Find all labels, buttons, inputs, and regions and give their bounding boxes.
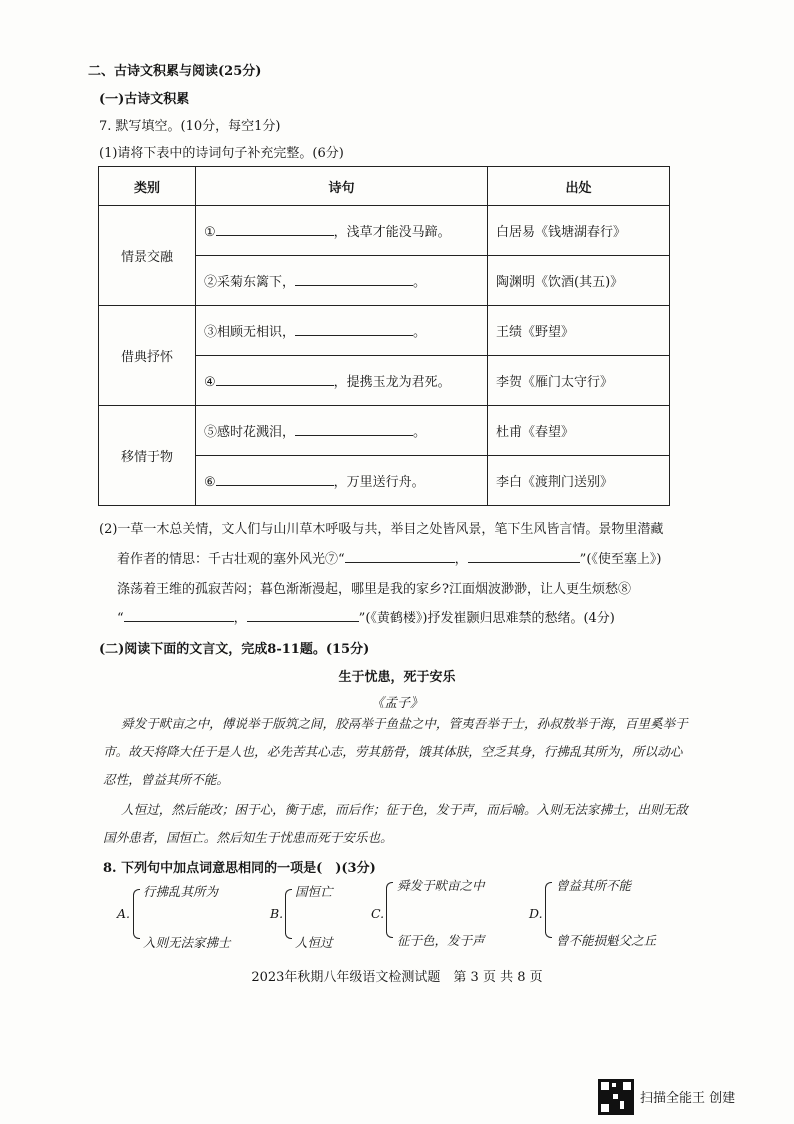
option-a-label[interactable]: A. — [117, 906, 131, 921]
question-8-stem: 8. 下列句中加点词意思相同的一项是( )(3分) — [103, 861, 376, 876]
poem-table — [98, 166, 670, 506]
brace-icon — [133, 889, 140, 939]
passage-paragraph-1: 舜发于畎亩之中，傅说举于版筑之间，胶鬲举于鱼盐之中，管夷吾举于士，孙叔敖举于海，百里奚举于市。故天将降大任于是人也，必先苦其心志，劳其筋骨，饿其体肤，空乏其身，行拂乱其所为，所以动心忍性，曾益其所不能。 — [103, 716, 688, 787]
source-cell: 王绩《野望》 — [488, 306, 670, 356]
header-verse: 诗句 — [196, 167, 488, 206]
answer-blank[interactable] — [295, 423, 413, 436]
option-c-bottom: 征于色，发于声 — [397, 933, 485, 948]
question-7-2-line3: 涤荡着王维的孤寂苦闷；暮色渐渐漫起，哪里是我的家乡?江面烟波渺渺，让人更生烦愁⑧ — [117, 582, 631, 597]
page-footer: 2023年秋期八年级语文检测试题 第 3 页 共 8 页 — [251, 970, 543, 985]
qr-code-icon — [598, 1079, 634, 1115]
watermark-text: 扫描全能王 创建 — [640, 1091, 736, 1106]
header-category: 类别 — [99, 167, 196, 206]
verse-cell: ① ，浅草才能没马蹄。 — [196, 206, 488, 256]
category-cell: 情景交融 — [99, 206, 196, 306]
answer-blank[interactable] — [345, 550, 455, 563]
passage-author: 《孟子》 — [370, 696, 423, 711]
option-a-top: 行拂乱其所为 — [143, 884, 219, 899]
option-b-bottom: 人恒过 — [295, 935, 333, 950]
section-title: 二、古诗文积累与阅读(25分) — [88, 64, 262, 79]
option-d-top: 曾益其所不能 — [556, 878, 632, 893]
category-cell: 借典抒怀 — [99, 306, 196, 406]
option-d-label[interactable]: D. — [529, 906, 543, 921]
source-cell: 李白《渡荆门送别》 — [488, 456, 670, 506]
answer-blank[interactable] — [247, 609, 359, 622]
answer-blank[interactable] — [295, 273, 413, 286]
category-cell: 移情于物 — [99, 406, 196, 506]
option-c-label[interactable]: C. — [371, 906, 385, 921]
brace-icon — [545, 882, 552, 938]
brace-icon — [386, 882, 393, 938]
answer-blank[interactable] — [295, 323, 413, 336]
passage-title: 生于忧患，死于安乐 — [338, 670, 456, 685]
source-cell: 白居易《钱塘湖春行》 — [488, 206, 670, 256]
verse-cell: ②采菊东篱下， 。 — [196, 256, 488, 306]
verse-cell: ⑥ ，万里送行舟。 — [196, 456, 488, 506]
passage-paragraph-2: 人恒过，然后能改；困于心，衡于虑，而后作；征于色，发于声，而后喻。入则无法家拂士，出则无敌国外患者，国恒亡。然后知生于忧患而死于安乐也。 — [103, 802, 688, 845]
verse-cell: ⑤感时花溅泪， 。 — [196, 406, 488, 456]
brace-icon — [285, 889, 292, 939]
question-7-2-intro: (2)一草一木总关情，文人们与山川草木呼吸与共，举目之处皆风景，笔下生风皆言情。景物里潜藏 — [99, 522, 664, 537]
answer-blank[interactable] — [216, 373, 334, 386]
answer-blank[interactable] — [124, 609, 234, 622]
verse-cell: ④ ，提携玉龙为君死。 — [196, 356, 488, 406]
question-7-1: (1)请将下表中的诗词句子补充完整。(6分) — [99, 146, 344, 161]
option-a-bottom: 入则无法家拂士 — [143, 935, 231, 950]
source-cell: 李贺《雁门太守行》 — [488, 356, 670, 406]
source-cell: 杜甫《春望》 — [488, 406, 670, 456]
option-b-top: 国恒亡 — [295, 884, 333, 899]
question-7-2-line4: “ ， ”(《黄鹤楼》)抒发崔颢归思难禁的愁绪。(4分) — [117, 611, 615, 626]
verse-cell: ③相顾无相识， 。 — [196, 306, 488, 356]
option-c-top: 舜发于畎亩之中 — [397, 878, 485, 893]
option-d-bottom: 曾不能损魁父之丘 — [556, 933, 657, 948]
question-7: 7. 默写填空。(10分，每空1分) — [99, 119, 281, 134]
source-cell: 陶渊明《饮酒(其五)》 — [488, 256, 670, 306]
subsection-title: (一)古诗文积累 — [99, 92, 190, 107]
question-7-2-line2: 着作者的情思：千古壮观的塞外风光⑦“ ， ”(《使至塞上》) — [117, 552, 662, 567]
answer-blank[interactable] — [216, 473, 334, 486]
answer-blank[interactable] — [468, 550, 580, 563]
answer-blank[interactable] — [216, 223, 334, 236]
header-source: 出处 — [488, 167, 670, 206]
part2-heading: (二)阅读下面的文言文，完成8-11题。(15分) — [99, 642, 370, 657]
option-b-label[interactable]: B. — [270, 906, 284, 921]
